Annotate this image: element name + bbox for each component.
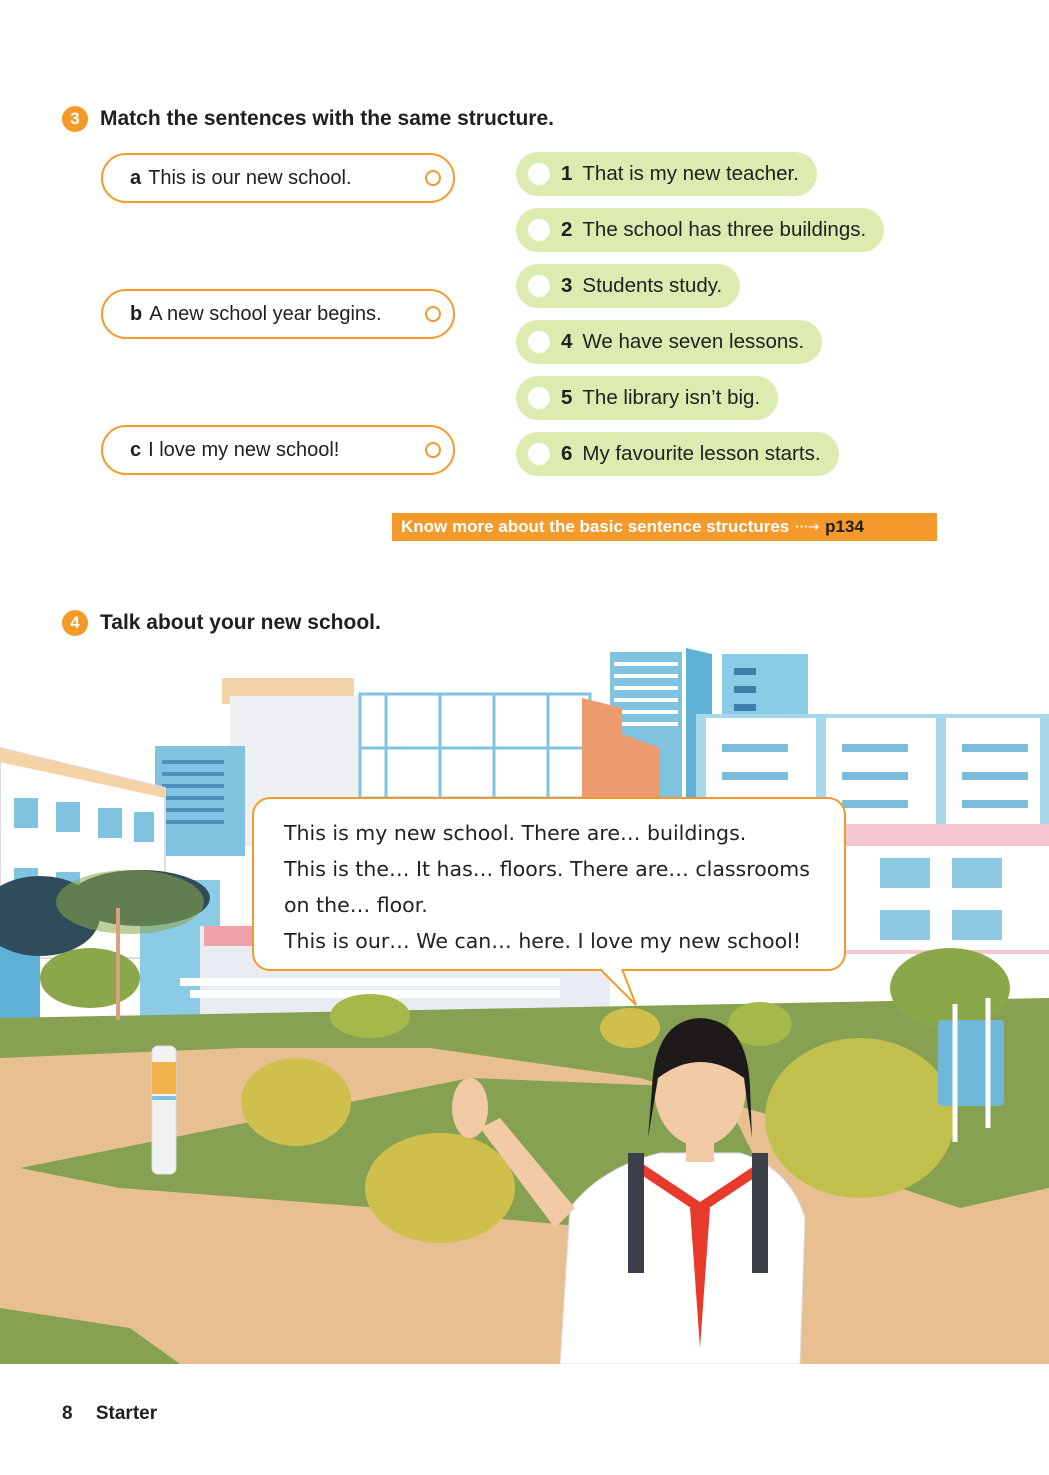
match-left-a[interactable] [101, 153, 455, 203]
match-anchor-icon[interactable] [528, 443, 550, 465]
school-scene-illustration [0, 648, 1049, 1364]
item-number: 2 [561, 218, 573, 241]
item-text: The library isn’t big. [582, 386, 761, 409]
exercise-instruction: Match the sentences with the same structure. [100, 107, 554, 130]
item-number: 1 [561, 162, 573, 185]
unit-name: Starter [95, 1403, 158, 1424]
match-anchor-icon[interactable] [528, 163, 550, 185]
bubble-line: This is our… We can… here. I love my new school! [284, 929, 802, 953]
item-text: A new school year begins. [149, 302, 382, 325]
item-text: My favourite lesson starts. [582, 442, 821, 465]
speech-bubble-tail [600, 967, 646, 1007]
match-left-c[interactable] [101, 425, 455, 475]
exercise-4-header [62, 610, 381, 636]
item-text: Students study. [582, 274, 723, 297]
item-text: That is my new teacher. [582, 162, 799, 185]
match-right-3[interactable] [516, 264, 740, 308]
item-text: We have seven lessons. [582, 330, 805, 353]
item-letter: b [130, 302, 143, 325]
match-right-4[interactable] [516, 320, 822, 364]
match-anchor-icon[interactable] [425, 442, 441, 458]
bubble-line: on the… floor. [284, 893, 428, 917]
match-left-b[interactable] [101, 289, 455, 339]
item-letter: a [130, 166, 142, 189]
item-text: The school has three buildings. [582, 218, 867, 241]
item-number: 3 [561, 274, 573, 297]
item-number: 6 [561, 442, 573, 465]
match-anchor-icon[interactable] [528, 275, 550, 297]
bubble-line: This is the… It has… floors. There are… classrooms [284, 857, 810, 881]
speech-bubble [252, 797, 846, 971]
know-more-link[interactable] [392, 513, 937, 541]
match-anchor-icon[interactable] [425, 170, 441, 186]
match-anchor-icon[interactable] [528, 331, 550, 353]
page-footer [62, 1403, 157, 1425]
match-right-6[interactable] [516, 432, 839, 476]
know-more-text: Know more about the basic sentence structures [401, 517, 790, 536]
item-number: 4 [561, 330, 573, 353]
match-right-5[interactable] [516, 376, 778, 420]
match-anchor-icon[interactable] [425, 306, 441, 322]
exercise-instruction: Talk about your new school. [100, 611, 381, 634]
bubble-line: This is my new school. There are… buildings. [284, 821, 747, 845]
know-more-page: p134 [825, 517, 864, 536]
exercise-number: 4 [62, 610, 88, 636]
match-right-1[interactable] [516, 152, 817, 196]
dotted-arrow-icon: ···➝ [795, 519, 820, 534]
item-text: This is our new school. [148, 166, 352, 189]
item-text: I love my new school! [148, 438, 340, 461]
match-anchor-icon[interactable] [528, 219, 550, 241]
item-number: 5 [561, 386, 573, 409]
match-anchor-icon[interactable] [528, 387, 550, 409]
item-letter: c [130, 438, 142, 461]
exercise-3-header [62, 106, 554, 132]
match-right-2[interactable] [516, 208, 884, 252]
exercise-number: 3 [62, 106, 88, 132]
page-number: 8 [62, 1403, 73, 1424]
